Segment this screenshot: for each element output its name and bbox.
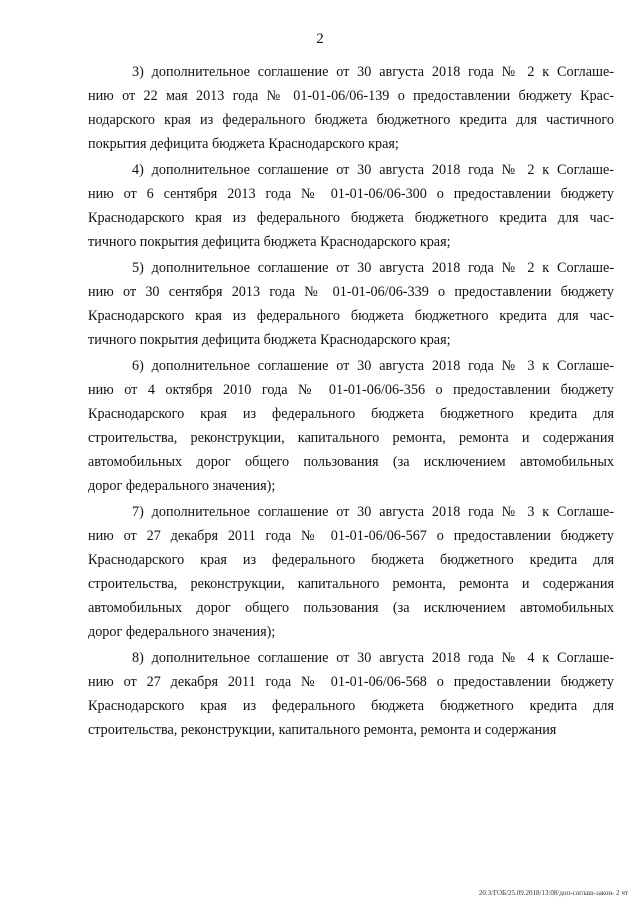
paragraph-item-7 — [88, 500, 614, 644]
paragraph-item-8 — [88, 646, 614, 742]
paragraph-line: строительства, реконструкции, капитального ремонта, ремонта и содержания — [88, 576, 614, 592]
paragraph-line: автомобильных дорог общего пользования (за исключением автомобильных — [88, 600, 614, 616]
paragraph-line: тичного покрытия дефицита бюджета Краснодарского края; — [88, 332, 451, 348]
paragraph-line: покрытия дефицита бюджета Краснодарского края; — [88, 136, 399, 152]
paragraph-line: строительства, реконструкции, капитального ремонта, ремонта и содержания — [88, 430, 614, 446]
paragraph-line: нию от 30 сентября 2013 года № 01-01-06/06-339 о предоставлении бюджету — [88, 284, 614, 300]
paragraph-line: Краснодарского края из федерального бюджета бюджетного кредита для — [88, 552, 614, 568]
footer-file-reference: 20.3/ГОБ/25.09.2018/13:08/доп-соглаш-закон- 2 чт — [478, 889, 628, 897]
paragraph-item-6 — [88, 354, 614, 498]
paragraph-line: 5) дополнительное соглашение от 30 августа 2018 года № 2 к Соглаше- — [132, 260, 614, 276]
paragraph-line: 3) дополнительное соглашение от 30 августа 2018 года № 2 к Соглаше- — [132, 64, 614, 80]
paragraph-line: строительства, реконструкции, капитального ремонта, ремонта и содержания — [88, 722, 557, 738]
paragraph-line: Краснодарского края из федерального бюджета бюджетного кредита для — [88, 406, 614, 422]
paragraph-line: нодарского края из федерального бюджета бюджетного кредита для частичного — [88, 112, 614, 128]
paragraph-line: тичного покрытия дефицита бюджета Краснодарского края; — [88, 234, 451, 250]
paragraph-line: 6) дополнительное соглашение от 30 августа 2018 года № 3 к Соглаше- — [132, 358, 614, 374]
paragraph-line: дорог федерального значения); — [88, 624, 276, 640]
paragraph-line: нию от 27 декабря 2011 года № 01-01-06/06-567 о предоставлении бюджету — [88, 528, 614, 544]
page-number: 2 — [316, 31, 324, 47]
paragraph-line: 8) дополнительное соглашение от 30 августа 2018 года № 4 к Соглаше- — [132, 650, 614, 666]
paragraph-line: нию от 4 октября 2010 года № 01-01-06/06-356 о предоставлении бюджету — [88, 382, 614, 398]
paragraph-line: нию от 22 мая 2013 года № 01-01-06/06-139 о предоставлении бюджету Крас- — [88, 88, 614, 104]
paragraph-line: 7) дополнительное соглашение от 30 августа 2018 года № 3 к Соглаше- — [132, 504, 614, 520]
paragraph-line: автомобильных дорог общего пользования (за исключением автомобильных — [88, 454, 614, 470]
paragraph-item-5 — [88, 256, 614, 352]
paragraph-line: Краснодарского края из федерального бюджета бюджетного кредита для час- — [88, 210, 614, 226]
paragraph-item-3 — [88, 60, 614, 156]
paragraph-line: нию от 27 декабря 2011 года № 01-01-06/06-568 о предоставлении бюджету — [88, 674, 614, 690]
paragraph-item-4 — [88, 158, 614, 254]
paragraph-line: Краснодарского края из федерального бюджета бюджетного кредита для час- — [88, 308, 614, 324]
document-body — [88, 60, 614, 742]
paragraph-line: нию от 6 сентября 2013 года № 01-01-06/06-300 о предоставлении бюджету — [88, 186, 614, 202]
paragraph-line: 4) дополнительное соглашение от 30 августа 2018 года № 2 к Соглаше- — [132, 162, 614, 178]
paragraph-line: дорог федерального значения); — [88, 478, 276, 494]
paragraph-line: Краснодарского края из федерального бюджета бюджетного кредита для — [88, 698, 614, 714]
